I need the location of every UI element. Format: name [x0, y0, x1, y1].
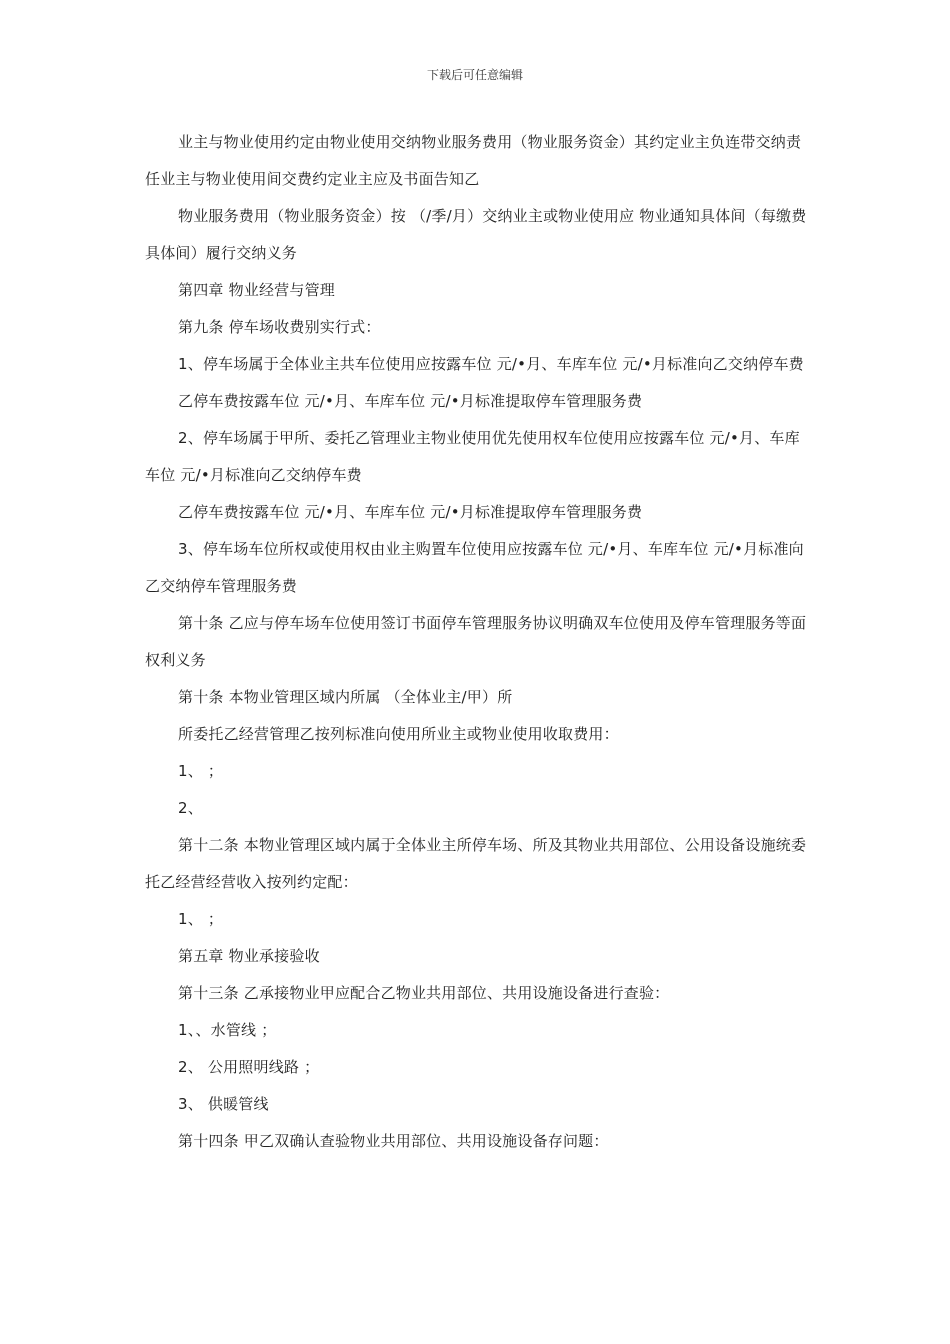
chapter-heading: 第五章 物业承接验收 [178, 947, 320, 965]
paragraph: 业主与物业使用约定由物业使用交纳物业服务费用（物业服务资金）其约定业主负连带交纳责任业主与物业使用间交费约定业主应及书面告知乙 [145, 133, 802, 188]
list-item: 1、、水管线 ； [178, 1021, 277, 1039]
article-heading: 第九条 停车场收费别实行式： [178, 318, 381, 336]
paragraph: 所委托乙经营管理乙按列标准向使用所业主或物业使用收取费用： [178, 725, 619, 743]
chapter-heading: 第四章 物业经营与管理 [178, 281, 335, 299]
paragraph: 乙停车费按露车位 元/•月、车库车位 元/•月标准提取停车管理服务费 [178, 392, 643, 410]
paragraph: 第十二条 本物业管理区域内属于全体业主所停车场、所及其物业共用部位、公用设备设施统委托乙经营经营收入按列约定配： [145, 836, 807, 891]
paragraph: 乙停车费按露车位 元/•月、车库车位 元/•月标准提取停车管理服务费 [178, 503, 643, 521]
list-item: 1、 ； [178, 762, 224, 780]
paragraph: 2、停车场属于甲所、委托乙管理业主物业使用优先使用权车位使用应按露车位 元/•月、车库车位 元/•月标准向乙交纳停车费 [145, 429, 800, 484]
list-item: 3、 供暖管线 [178, 1095, 269, 1113]
list-item: 2、 公用照明线路 ； [178, 1058, 320, 1076]
paragraph: 1、停车场属于全体业主共车位使用应按露车位 元/•月、车库车位 元/•月标准向乙交纳停车费 [178, 355, 804, 373]
list-item: 1、 ； [178, 910, 224, 928]
paragraph: 第十四条 甲乙双确认查验物业共用部位、共用设施设备存问题： [178, 1132, 609, 1150]
page-header-note: 下载后可任意编辑 [426, 68, 523, 82]
paragraph: 第十条 乙应与停车场车位使用签订书面停车管理服务协议明确双车位使用及停车管理服务等面权利义务 [145, 614, 807, 669]
paragraph: 3、停车场车位所权或使用权由业主购置车位使用应按露车位 元/•月、车库车位 元/•月标准向乙交纳停车管理服务费 [145, 540, 804, 595]
document-body [145, 124, 810, 1160]
paragraph: 物业服务费用（物业服务资金）按 （/季/月）交纳业主或物业使用应 物业通知具体间（每缴费具体间）履行交纳义务 [145, 207, 807, 262]
paragraph: 第十三条 乙承接物业甲应配合乙物业共用部位、共用设施设备进行查验： [178, 984, 670, 1002]
paragraph: 第十条 本物业管理区域内所属 （全体业主/甲）所 [178, 688, 513, 706]
list-item: 2、 [178, 799, 203, 817]
